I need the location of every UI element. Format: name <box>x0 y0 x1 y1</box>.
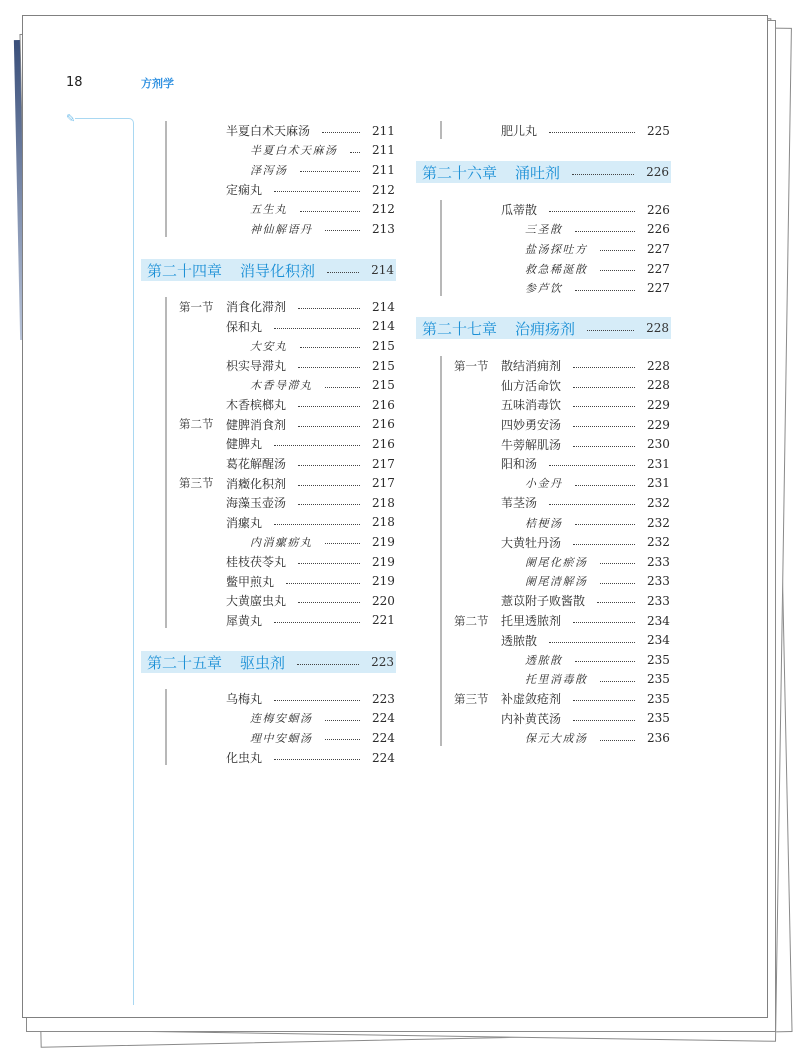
entry-page: 232 <box>647 535 670 550</box>
toc-entry[interactable] <box>416 434 671 454</box>
chapter-heading[interactable] <box>416 161 671 183</box>
chapter-title: 驱虫剂 <box>240 653 286 672</box>
leader-dots <box>600 250 636 251</box>
toc-subentry[interactable] <box>141 532 396 552</box>
entry-title: 神仙解语丹 <box>250 222 313 236</box>
leader-dots <box>298 602 360 603</box>
entry-title: 健脾消食剂 <box>226 417 287 432</box>
entry-title: 理中安蛔汤 <box>250 731 313 745</box>
toc-subentry[interactable] <box>141 160 396 180</box>
chapter-title: 消导化积剂 <box>240 261 316 280</box>
leader-dots <box>549 132 635 133</box>
toc-subentry[interactable] <box>416 552 671 572</box>
toc-entry[interactable] <box>416 532 671 552</box>
entry-title: 半夏白术天麻汤 <box>226 124 311 139</box>
entry-page: 216 <box>372 417 395 432</box>
leader-dots <box>575 231 636 232</box>
toc-subentry[interactable] <box>416 474 671 494</box>
leader-dots <box>549 642 635 643</box>
toc-entry[interactable] <box>416 630 671 650</box>
entry-title: 大黄䗪虫丸 <box>226 594 287 609</box>
entry-page: 224 <box>372 750 395 765</box>
chapter-title: 涌吐剂 <box>515 163 561 182</box>
toc-entry-list <box>416 121 671 141</box>
toc-entry[interactable] <box>141 317 396 337</box>
leader-dots <box>573 387 635 388</box>
leader-dots <box>286 583 360 584</box>
entry-page: 236 <box>647 731 670 746</box>
entry-page: 217 <box>372 456 395 471</box>
toc-entry[interactable] <box>141 689 396 709</box>
toc-subentry[interactable] <box>416 670 671 690</box>
book-title: 方剂学 <box>141 77 174 90</box>
entry-page: 219 <box>372 574 395 589</box>
toc-entry[interactable] <box>416 709 671 729</box>
entry-title: 参芦饮 <box>525 282 563 296</box>
leader-dots <box>572 174 634 175</box>
entry-title: 阑尾化瘀汤 <box>525 555 588 569</box>
leader-dots <box>573 367 635 368</box>
entry-page: 226 <box>647 202 670 217</box>
entry-page: 215 <box>372 338 395 353</box>
entry-page: 227 <box>647 241 670 256</box>
entry-title: 五生丸 <box>250 203 288 217</box>
entry-page: 233 <box>647 554 670 569</box>
entry-page: 215 <box>372 378 395 393</box>
entry-title: 连梅安蛔汤 <box>250 712 313 726</box>
leader-dots <box>298 485 360 486</box>
entry-page: 218 <box>372 515 395 530</box>
entry-page: 212 <box>372 182 395 197</box>
entry-title: 定痫丸 <box>226 183 263 198</box>
entry-title: 内消瘰疬丸 <box>250 535 313 549</box>
leader-dots <box>274 191 360 192</box>
entry-page: 223 <box>372 691 395 706</box>
chapter-page: 228 <box>646 321 669 335</box>
page-number: 18 <box>66 75 83 90</box>
entry-title: 海藻玉壶汤 <box>226 496 287 511</box>
entry-title: 阳和汤 <box>501 457 538 472</box>
leader-dots <box>573 446 635 447</box>
leader-dots <box>575 290 636 291</box>
entry-title: 保元大成汤 <box>525 732 588 746</box>
entry-page: 233 <box>647 574 670 589</box>
chapter-number: 第二十六章 <box>422 163 498 182</box>
toc-entry[interactable] <box>141 591 396 611</box>
entry-page: 219 <box>372 554 395 569</box>
leader-dots <box>300 171 361 172</box>
entry-title: 瓜蒂散 <box>501 203 538 218</box>
chapter-page: 226 <box>646 165 669 179</box>
toc-entry[interactable] <box>141 121 396 141</box>
leader-dots <box>274 328 360 329</box>
entry-title: 泽泻汤 <box>250 163 288 177</box>
entry-page: 231 <box>647 476 670 491</box>
entry-title: 木香槟榔丸 <box>226 398 287 413</box>
toc-entry[interactable] <box>141 180 396 200</box>
entry-page: 224 <box>372 711 395 726</box>
entry-title: 盐汤探吐方 <box>525 242 588 256</box>
entry-page: 215 <box>372 358 395 373</box>
toc-subentry[interactable] <box>141 728 396 748</box>
leader-dots <box>274 759 360 760</box>
chapter-page: 223 <box>371 655 394 669</box>
leader-dots <box>573 426 635 427</box>
leader-dots <box>298 406 360 407</box>
leader-dots <box>600 270 636 271</box>
toc-entry-list <box>141 297 396 630</box>
toc-entry-list <box>141 689 396 767</box>
chapter-number: 第二十四章 <box>147 261 223 280</box>
entry-title: 补虚敛疮剂 <box>501 692 562 707</box>
entry-title: 牛蒡解肌汤 <box>501 437 562 452</box>
entry-page: 235 <box>647 711 670 726</box>
chapter-page: 214 <box>371 263 394 277</box>
entry-title: 小金丹 <box>525 477 563 491</box>
toc-entry[interactable] <box>416 395 671 415</box>
entry-page: 214 <box>372 319 395 334</box>
entry-page: 211 <box>372 143 395 158</box>
toc-entry[interactable] <box>141 415 396 435</box>
entry-page: 225 <box>647 123 670 138</box>
entry-page: 221 <box>372 613 395 628</box>
entry-title: 大安丸 <box>250 339 288 353</box>
entry-title: 葛花解醒汤 <box>226 457 287 472</box>
toc-subentry[interactable] <box>141 375 396 395</box>
toc-entry[interactable] <box>416 611 671 631</box>
entry-page: 217 <box>372 476 395 491</box>
leader-dots <box>549 211 635 212</box>
leader-dots <box>573 406 635 407</box>
toc-subentry[interactable] <box>416 220 671 240</box>
toc-entry-list <box>141 121 396 239</box>
entry-title: 透脓散 <box>525 653 563 667</box>
leader-dots <box>573 544 635 545</box>
chapter-title: 治痈疡剂 <box>515 319 576 338</box>
toc-entry[interactable] <box>141 454 396 474</box>
section-label: 第二节 <box>179 417 214 432</box>
toc-entry-list <box>416 200 671 298</box>
entry-page: 211 <box>372 162 395 177</box>
entry-page: 224 <box>372 730 395 745</box>
leader-dots <box>575 485 636 486</box>
entry-page: 218 <box>372 495 395 510</box>
entry-title: 肥儿丸 <box>501 124 538 139</box>
toc-subentry[interactable] <box>416 513 671 533</box>
entry-page: 213 <box>372 221 395 236</box>
leader-dots <box>549 465 635 466</box>
toc-subentry[interactable] <box>416 572 671 592</box>
toc-entry[interactable] <box>141 493 396 513</box>
entry-title: 大黄牡丹汤 <box>501 535 562 550</box>
entry-page: 228 <box>647 358 670 373</box>
entry-title: 内补黄芪汤 <box>501 711 562 726</box>
entry-title: 桔梗汤 <box>525 516 563 530</box>
entry-page: 234 <box>647 633 670 648</box>
leader-dots <box>298 426 360 427</box>
entry-title: 犀黄丸 <box>226 613 263 628</box>
leader-dots <box>298 308 360 309</box>
entry-title: 阑尾清解汤 <box>525 575 588 589</box>
entry-page: 230 <box>647 437 670 452</box>
toc-entry[interactable] <box>416 415 671 435</box>
leader-dots <box>274 524 360 525</box>
toc-entry[interactable] <box>141 513 396 533</box>
toc-entry-list <box>416 356 671 748</box>
leader-dots <box>600 563 636 564</box>
toc-entry[interactable] <box>416 356 671 376</box>
leader-dots <box>327 272 359 273</box>
toc-subentry[interactable] <box>416 239 671 259</box>
toc-entry[interactable] <box>141 434 396 454</box>
chapter-heading[interactable] <box>141 651 396 673</box>
entry-page: 216 <box>372 436 395 451</box>
leader-dots <box>600 681 636 682</box>
toc-entry[interactable] <box>416 376 671 396</box>
entry-page: 227 <box>647 261 670 276</box>
entry-title: 托里透脓剂 <box>501 614 562 629</box>
entry-title: 透脓散 <box>501 633 538 648</box>
toc-entry[interactable] <box>141 297 396 317</box>
leader-dots <box>600 740 636 741</box>
toc-subentry[interactable] <box>416 650 671 670</box>
toc-subentry[interactable] <box>141 336 396 356</box>
entry-page: 234 <box>647 613 670 628</box>
leader-dots <box>573 622 635 623</box>
toc-entry[interactable] <box>141 395 396 415</box>
entry-page: 214 <box>372 299 395 314</box>
chapter-number: 第二十五章 <box>147 653 223 672</box>
entry-page: 227 <box>647 281 670 296</box>
entry-title: 五味消毒饮 <box>501 398 562 413</box>
toc-subentry[interactable] <box>141 709 396 729</box>
section-label: 第一节 <box>454 358 489 373</box>
entry-page: 229 <box>647 397 670 412</box>
entry-title: 桂枝茯苓丸 <box>226 555 287 570</box>
section-label: 第三节 <box>179 476 214 491</box>
toc-entry[interactable] <box>416 493 671 513</box>
entry-page: 212 <box>372 202 395 217</box>
entry-title: 托里消毒散 <box>525 673 588 687</box>
entry-page: 232 <box>647 495 670 510</box>
entry-title: 三圣散 <box>525 223 563 237</box>
entry-title: 薏苡附子败酱散 <box>501 594 586 609</box>
toc-subentry[interactable] <box>141 219 396 239</box>
toc-entry[interactable] <box>416 200 671 220</box>
entry-page: 235 <box>647 672 670 687</box>
leader-dots <box>573 700 635 701</box>
chapter-heading[interactable] <box>141 259 396 281</box>
margin-decoration-line <box>75 118 134 1005</box>
leader-dots <box>325 543 361 544</box>
toc-entry[interactable] <box>141 552 396 572</box>
toc-subentry[interactable] <box>416 259 671 279</box>
leader-dots <box>573 720 635 721</box>
leader-dots <box>298 563 360 564</box>
leader-dots <box>597 602 635 603</box>
entry-title: 健脾丸 <box>226 437 263 452</box>
leader-dots <box>325 739 361 740</box>
leader-dots <box>325 230 361 231</box>
entry-page: 231 <box>647 456 670 471</box>
entry-title: 救急稀涎散 <box>525 262 588 276</box>
entry-page: 216 <box>372 397 395 412</box>
leader-dots <box>300 347 361 348</box>
leader-dots <box>600 583 636 584</box>
toc-entry[interactable] <box>141 356 396 376</box>
entry-page: 235 <box>647 652 670 667</box>
leader-dots <box>274 445 360 446</box>
section-label: 第一节 <box>179 299 214 314</box>
entry-page: 228 <box>647 378 670 393</box>
toc-subentry[interactable] <box>141 141 396 161</box>
entry-title: 消癥化积剂 <box>226 476 287 491</box>
entry-title: 散结消痈剂 <box>501 359 562 374</box>
leader-dots <box>298 465 360 466</box>
leader-dots <box>274 622 360 623</box>
toc-entry[interactable] <box>141 473 396 493</box>
entry-page: 226 <box>647 222 670 237</box>
toc-subentry[interactable] <box>416 278 671 298</box>
leader-dots <box>549 504 635 505</box>
entry-page: 235 <box>647 691 670 706</box>
entry-page: 219 <box>372 534 395 549</box>
chapter-heading[interactable] <box>416 317 671 339</box>
entry-title: 枳实导滞丸 <box>226 359 287 374</box>
entry-title: 消瘰丸 <box>226 515 263 530</box>
entry-page: 232 <box>647 515 670 530</box>
leader-dots <box>274 700 360 701</box>
leader-dots <box>575 524 636 525</box>
leader-dots <box>298 367 360 368</box>
entry-title: 乌梅丸 <box>226 692 263 707</box>
leader-dots <box>587 330 634 331</box>
entry-title: 木香导滞丸 <box>250 379 313 393</box>
section-label: 第二节 <box>454 613 489 628</box>
entry-title: 苇茎汤 <box>501 496 538 511</box>
toc-entry[interactable] <box>416 591 671 611</box>
toc-subentry[interactable] <box>416 728 671 748</box>
entry-page: 233 <box>647 593 670 608</box>
toc-entry[interactable] <box>416 121 671 141</box>
entry-title: 四妙勇安汤 <box>501 418 562 433</box>
entry-page: 229 <box>647 417 670 432</box>
entry-title: 化虫丸 <box>226 751 263 766</box>
leader-dots <box>575 661 636 662</box>
toc-entry[interactable] <box>416 454 671 474</box>
toc-entry[interactable] <box>416 689 671 709</box>
entry-title: 消食化滞剂 <box>226 300 287 315</box>
entry-page: 211 <box>372 123 395 138</box>
toc-entry[interactable] <box>141 748 396 768</box>
leader-dots <box>297 664 359 665</box>
leader-dots <box>325 387 361 388</box>
chapter-number: 第二十七章 <box>422 319 498 338</box>
toc-entry[interactable] <box>141 571 396 591</box>
leaf-icon: ✎ <box>66 112 76 125</box>
leader-dots <box>300 211 361 212</box>
toc-entry[interactable] <box>141 611 396 631</box>
leader-dots <box>322 132 360 133</box>
leader-dots <box>350 152 361 153</box>
entry-title: 鳖甲煎丸 <box>226 574 275 589</box>
entry-title: 半夏白术天麻汤 <box>250 144 338 158</box>
leader-dots <box>298 504 360 505</box>
toc-subentry[interactable] <box>141 199 396 219</box>
entry-title: 保和丸 <box>226 319 263 334</box>
leader-dots <box>325 720 361 721</box>
entry-page: 220 <box>372 593 395 608</box>
entry-title: 仙方活命饮 <box>501 378 562 393</box>
section-label: 第三节 <box>454 691 489 706</box>
